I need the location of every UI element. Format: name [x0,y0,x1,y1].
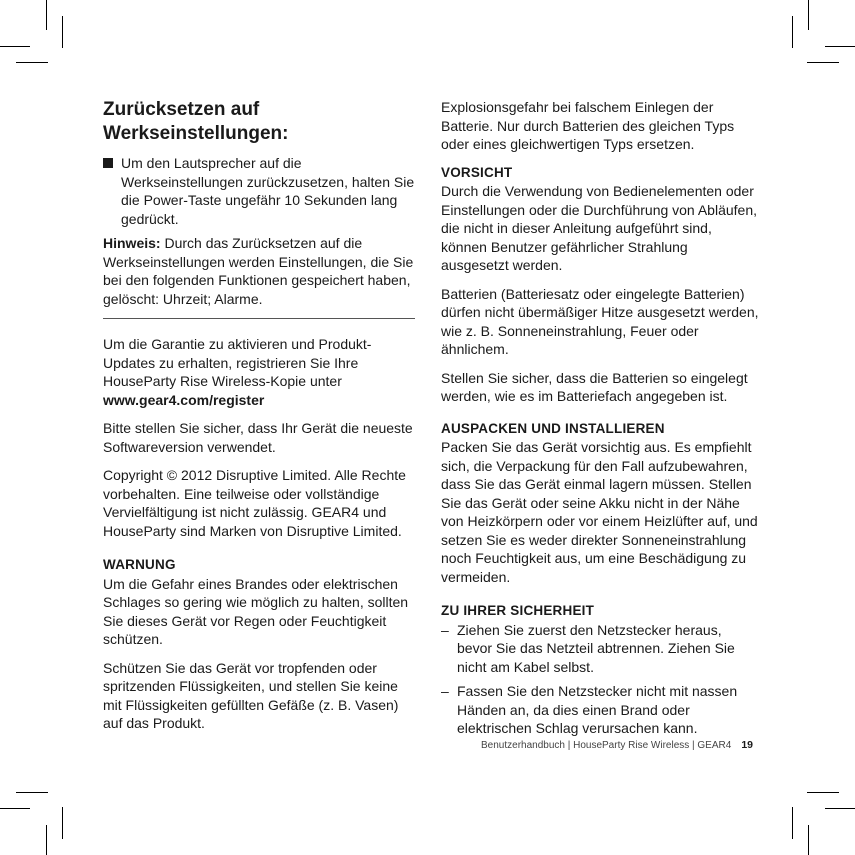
note-label: Hinweis: [103,235,161,251]
left-column [103,98,415,743]
right-column [441,98,759,744]
reset-instruction: Um den Lautsprecher auf die Werkseinstellungen zurückzusetzen, halten Sie die Power-Taste ungefähr 10 Sekunden lang gedrückt. [103,154,415,228]
square-bullet-icon [103,158,113,168]
crop-mark [825,808,855,809]
section-divider [103,318,415,319]
battery-insert-paragraph: Stellen Sie sicher, dass die Batterien so eingelegt werden, wie es im Batteriefach angegeben ist. [441,369,748,404]
footer-text: Benutzerhandbuch | HouseParty Rise Wireless | GEAR4 [481,740,732,751]
note-paragraph [103,234,415,308]
register-link[interactable]: www.gear4.com/register [103,391,265,408]
crop-mark [808,825,809,855]
crop-mark [792,16,793,48]
crop-mark [825,46,855,47]
crop-mark [16,792,48,793]
software-paragraph: Bitte stellen Sie sicher, dass Ihr Gerät die neueste Softwareversion verwendet. [103,420,413,455]
crop-mark [16,62,48,63]
battery-heat-paragraph: Batterien (Batteriesatz oder eingelegte Batterien) dürfen nicht übermäßiger Hitze ausgesetzt werden, wie z. B. Sonneneinstrahlung, Feuer oder ähnlichem. [441,285,759,357]
caution-heading: VORSICHT [441,164,513,180]
dash-marker: – [441,683,449,699]
safety-item: – Ziehen Sie zuerst den Netzstecker heraus, bevor Sie das Netzteil abtrennen. Ziehen Sie nicht am Kabel selbst. [441,621,735,675]
crop-mark [46,825,47,855]
crop-mark [62,807,63,839]
warning-heading: WARNUNG [103,557,176,572]
crop-mark [807,792,839,793]
crop-mark [46,0,47,30]
page-number: 19 [741,739,753,751]
warning-paragraph: Um die Gefahr eines Brandes oder elektrischen Schlages so gering wie möglich zu halten, sollten Sie dieses Gerät vor Regen oder Feuchtigkeit schützen. [103,575,409,647]
unpack-paragraph: Packen Sie das Gerät vorsichtig aus. Es empfiehlt sich, die Verpackung für den Fall aufzubewahren, dass Sie das Gerät einmal lagern müssen. Stellen Sie das Gerät oder seine Akku nicht in der Nähe von Heizkörpern oder vor einem Heizlüfter auf, und setzen Sie es weder direkter Sonneneinstrahlung noch Feuchtigkeit aus, um eine Beschädigung zu vermeiden. [441,439,758,585]
crop-mark [0,46,30,47]
explosion-paragraph: Explosionsgefahr bei falschem Einlegen der Batterie. Nur durch Batterien des gleichen Typs oder eines gleichwertigen Typs ersetzen. [441,99,735,152]
crop-mark [807,62,839,63]
page-title: Zurücksetzen auf Werkseinstellungen: [103,99,289,144]
caution-paragraph: Durch die Verwendung von Bedienelementen oder Einstellungen oder die Durchführung von Abläufen, die nicht in dieser Anleitung aufgeführt sind, können Benutzer gefährlicher Strahlung ausgesetzt werden. [441,183,757,273]
unpack-heading: AUSPACKEN UND INSTALLIEREN [441,420,665,436]
crop-mark [792,807,793,839]
safety-item: – Fassen Sie den Netzstecker nicht mit nassen Händen an, da dies einen Brand oder elektrischen Schlag verursachen kann. [441,683,738,736]
crop-mark [808,0,809,30]
copyright-paragraph: Copyright © 2012 Disruptive Limited. Alle Rechte vorbehalten. Eine teilweise oder vollständige Vervielfältigung ist nicht zulässig. GEAR4 und HouseParty sind Marken von Disruptive Limited. [103,467,406,539]
warranty-paragraph: Um die Garantie zu aktivieren und Produkt-Updates zu erhalten, registrieren Sie Ihre HouseParty Rise Wireless-Kopie unter www.gear4.com/register [103,336,372,408]
protect-paragraph: Schützen Sie das Gerät vor tropfenden oder spritzenden Flüssigkeiten, und stellen Sie keine mit Flüssigkeiten gefüllten Gefäße (z. B. Vasen) auf das Produkt. [103,659,399,731]
dash-marker: – [441,621,449,638]
safety-heading: ZU IHRER SICHERHEIT [441,603,595,618]
crop-mark [0,808,30,809]
crop-mark [62,16,63,48]
page-footer [470,739,753,751]
note-text: Durch das Zurücksetzen auf die Werkseinstellungen werden Einstellungen, die Sie bei den folgenden Funktionen gespeichert haben, gelöscht: Uhrzeit; Alarme. [103,235,414,307]
